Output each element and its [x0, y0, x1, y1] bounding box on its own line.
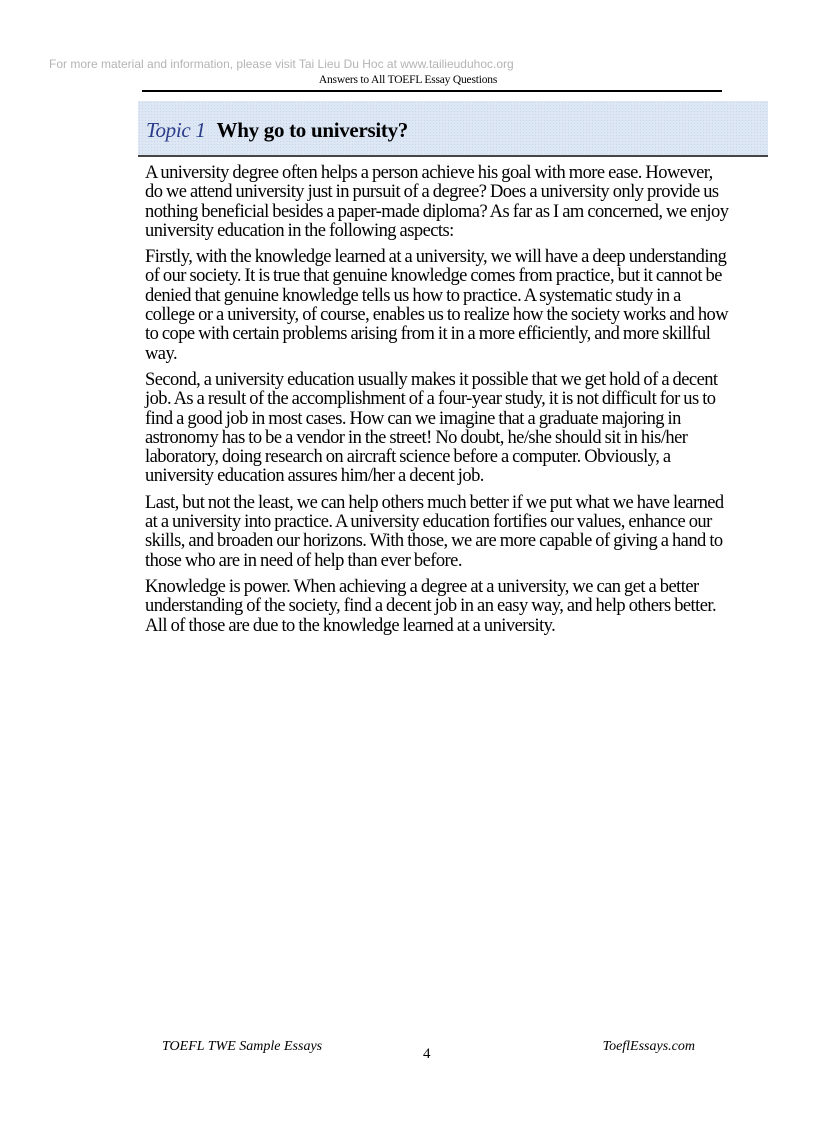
- watermark-text: For more material and information, please visit Tai Lieu Du Hoc at www.tailieuduhoc.org: [49, 57, 514, 71]
- essay-paragraph-intro: A university degree often helps a person achieve his goal with more ease. However, do we attend university just in pursuit of a degree? Does a university only provide us nothing beneficial besides a paper-made diploma? As far as I am concerned, we enjoy university education in the following aspects:: [145, 163, 729, 241]
- topic-heading-band: [138, 101, 768, 157]
- running-header: Answers to All TOEFL Essay Questions: [318, 74, 498, 86]
- essay-body: [145, 164, 730, 643]
- footer-page-number: 4: [423, 1046, 431, 1062]
- footer-publication-title: TOEFL TWE Sample Essays: [162, 1039, 323, 1054]
- essay-paragraph-conclusion: Knowledge is power. When achieving a degree at a university, we can get a better understanding of the society, find a decent job in an easy way, and help others better. All of those are due to the knowledge learned at a university.: [145, 576, 717, 636]
- essay-paragraph-second: Second, a university education usually makes it possible that we get hold of a decent job. As a result of the accomplishment of a four-year study, it is not difficult for us to find a good job in most cases. How can we imagine that a graduate majoring in astronomy has to be a vendor in the street! No doubt, he/she should sit in his/her laboratory, doing research on aircraft science before a computer. Obviously, a university education assures him/her a decent job.: [145, 369, 718, 487]
- topic-label: Topic 1: [146, 118, 206, 142]
- footer-website: ToeflEssays.com: [602, 1039, 695, 1054]
- essay-paragraph-first: Firstly, with the knowledge learned at a university, we will have a deep understanding of our society. It is true that genuine knowledge comes from practice, but it cannot be denied that genuine knowledge tells us how to practice. A systematic study in a college or a university, of course, enables us to realize how the society works and how to cope with certain problems arising from it in a more efficiently, and more skillful way.: [145, 247, 729, 364]
- essay-paragraph-last: Last, but not the least, we can help others much better if we put what we have learned at a university into practice. A university education fortifies our values, enhance our skills, and broaden our horizons. With those, we are more capable of giving a hand to those who are in need of help than ever before.: [145, 492, 724, 571]
- header-rule: [142, 90, 722, 92]
- topic-title: [146, 118, 408, 143]
- topic-question: Why go to university?: [216, 118, 408, 142]
